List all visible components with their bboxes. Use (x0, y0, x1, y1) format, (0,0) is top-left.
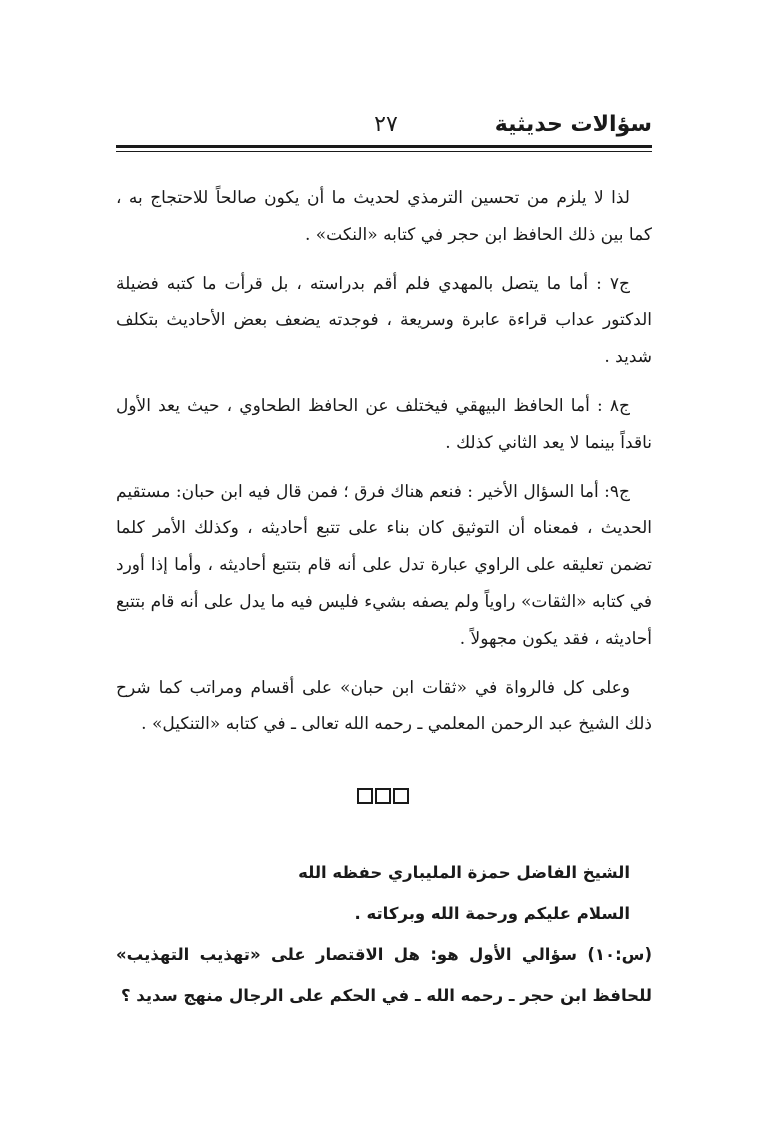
question-greeting: السلام عليكم ورحمة الله وبركاته . (354, 904, 630, 923)
page-number: ٢٧ (374, 112, 398, 137)
question-addressee: الشيخ الفاضل حمزة المليباري حفظه الله (298, 863, 630, 882)
paragraph-answer-7: ج٧ : أما ما يتصل بالمهدي فلم أقم بدراسته ، بل قرأت ما كتبه فضيلة الدكتور عداب قراءة عابرة وسريعة ، فوجدته يضعف بعض الأحاديث بتكلف شديد . (116, 273, 652, 368)
header-rule-thin (116, 151, 652, 152)
running-title: سؤالات حديثية (494, 112, 652, 137)
question-section (116, 852, 652, 1016)
header-rule-thick (116, 145, 652, 148)
section-separator (333, 788, 433, 810)
question-10-text: (س:١٠) سؤالي الأول هو: هل الاقتصار على «تهذيب التهذيب» للحافظ ابن حجر ـ رحمه الله ـ في الحكم على الرجال منهج سديد ؟ (116, 945, 652, 1005)
paragraph-thiqat-ibn-hibban: وعلى كل فالرواة في «ثقات ابن حبان» على أقسام ومراتب كما شرح ذلك الشيخ عبد الرحمن المعلمي ـ رحمه الله تعالى ـ في كتابه «التنكيل» . (116, 677, 652, 735)
paragraph-answer-8: ج٨ : أما الحافظ البيهقي فيختلف عن الحافظ الطحاوي ، حيث يعد الأول ناقداً بينما لا يعد الثاني كذلك . (116, 395, 652, 453)
separator-square (393, 788, 409, 804)
separator-square (375, 788, 391, 804)
body-text (116, 180, 652, 755)
separator-square (357, 788, 373, 804)
paragraph-tahsin-tirmidhi: لذا لا يلزم من تحسين الترمذي لحديث ما أن يكون صالحاً للاحتجاج به ، كما بين ذلك الحافظ ابن حجر في كتابه «النكت» . (116, 188, 652, 245)
paragraph-answer-9: ج٩: أما السؤال الأخير : فنعم هناك فرق ؛ فمن قال فيه ابن حبان: مستقيم الحديث ، فمعناه أن التوثيق كان بناء على تتبع أحاديثه ، وكذلك الأمر كلما تضمن تعليقه على الراوي عبارة تدل على أنه قام بتتبع أحاديثه ، وأما إذا أورد في كتابه «الثقات» راوياً ولم يصفه بشيء فليس فيه ما يدل على أنه قام بتتبع أحاديثه ، فقد يكون مجهولاً . (116, 481, 652, 649)
